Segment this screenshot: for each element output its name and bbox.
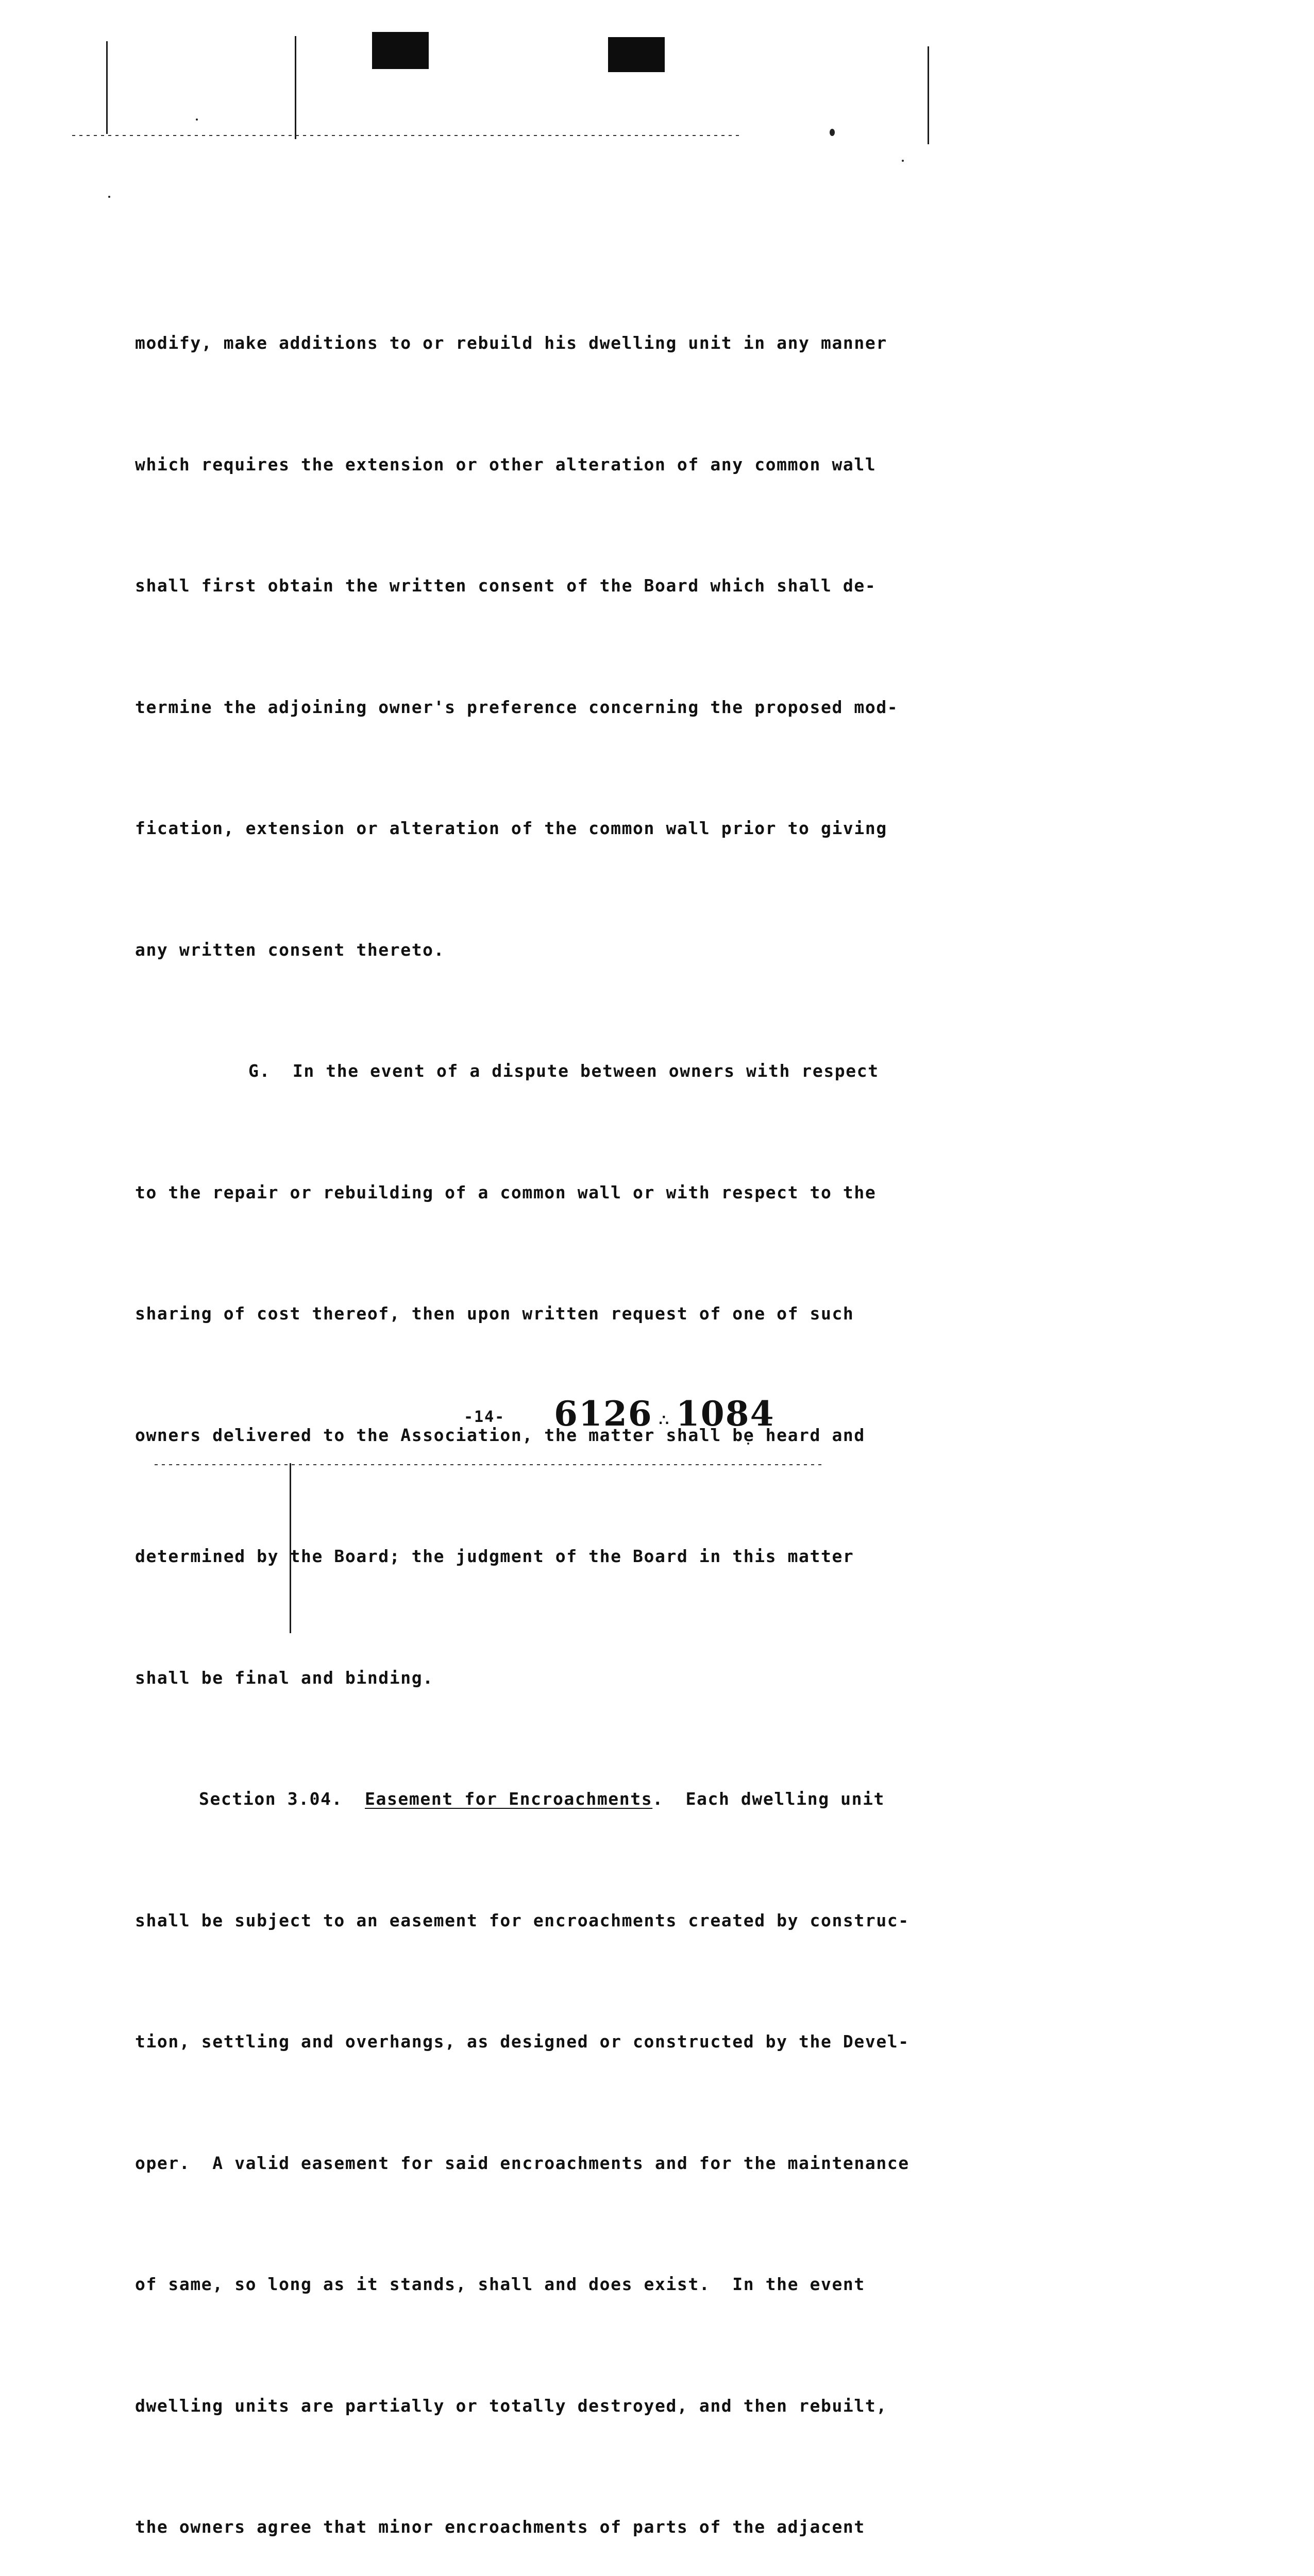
scan-line-2 [295, 36, 296, 139]
text-line: dwelling units are partially or totally destroyed, and then rebuilt, [135, 2395, 887, 2416]
paragraph-g-first-line: G. In the event of a dispute between owners with respect [248, 1061, 879, 1081]
section-heading: Easement for Encroachments [365, 1789, 653, 1809]
section-number: Section 3.04. [199, 1789, 365, 1809]
record-book-number: 6126 [554, 1394, 653, 1434]
text-line: any written consent thereto. [135, 939, 445, 960]
scan-blot-left [372, 32, 429, 69]
scan-speck-3 [108, 196, 110, 198]
text-line: shall be subject to an easement for encroachments created by construc- [135, 1910, 909, 1930]
text-line: owners delivered to the Association, the matter shall be heard and [135, 1425, 865, 1445]
scan-speck-1 [196, 118, 198, 121]
record-page-number: 1084 [676, 1394, 775, 1434]
text-line: termine the adjoining owner's preference concerning the proposed mod- [135, 697, 899, 717]
text-line: shall first obtain the written consent of the Board which shall de- [135, 575, 877, 596]
page-number: -14- [464, 1408, 506, 1426]
scan-speck-4 [902, 160, 904, 162]
scan-dash-top [72, 135, 742, 136]
text-line: oper. A valid easement for said encroachments and for the maintenance [135, 2153, 909, 2173]
text-line: shall be final and binding. [135, 1667, 434, 1688]
text-line: fication, extension or alteration of the common wall prior to giving [135, 818, 887, 838]
recording-stamp [554, 1394, 775, 1434]
text-line: of same, so long as it stands, shall and does exist. In the event [135, 2274, 865, 2294]
section-text: . Each dwelling unit [652, 1789, 885, 1809]
text-line: modify, make additions to or rebuild his dwelling unit in any manner [135, 333, 887, 353]
scan-blot-right [608, 37, 665, 72]
text-line: the owners agree that minor encroachments of parts of the adjacent [135, 2517, 865, 2537]
scan-line-3 [928, 46, 929, 144]
section-3-04-first-line [135, 1779, 939, 1820]
stamp-separator: ∴ [659, 1412, 670, 1430]
page-footer [0, 1394, 1314, 1440]
scan-speck-2 [830, 129, 835, 136]
text-line: sharing of cost thereof, then upon written request of one of such [135, 1303, 854, 1324]
scan-line-1 [106, 41, 108, 134]
text-line: tion, settling and overhangs, as designed or constructed by the Devel- [135, 2031, 909, 2052]
text-line: determined by the Board; the judgment of the Board in this matter [135, 1546, 854, 1566]
text-line: to the repair or rebuilding of a common wall or with respect to the [135, 1182, 877, 1202]
text-line: which requires the extension or other alteration of any common wall [135, 454, 877, 474]
